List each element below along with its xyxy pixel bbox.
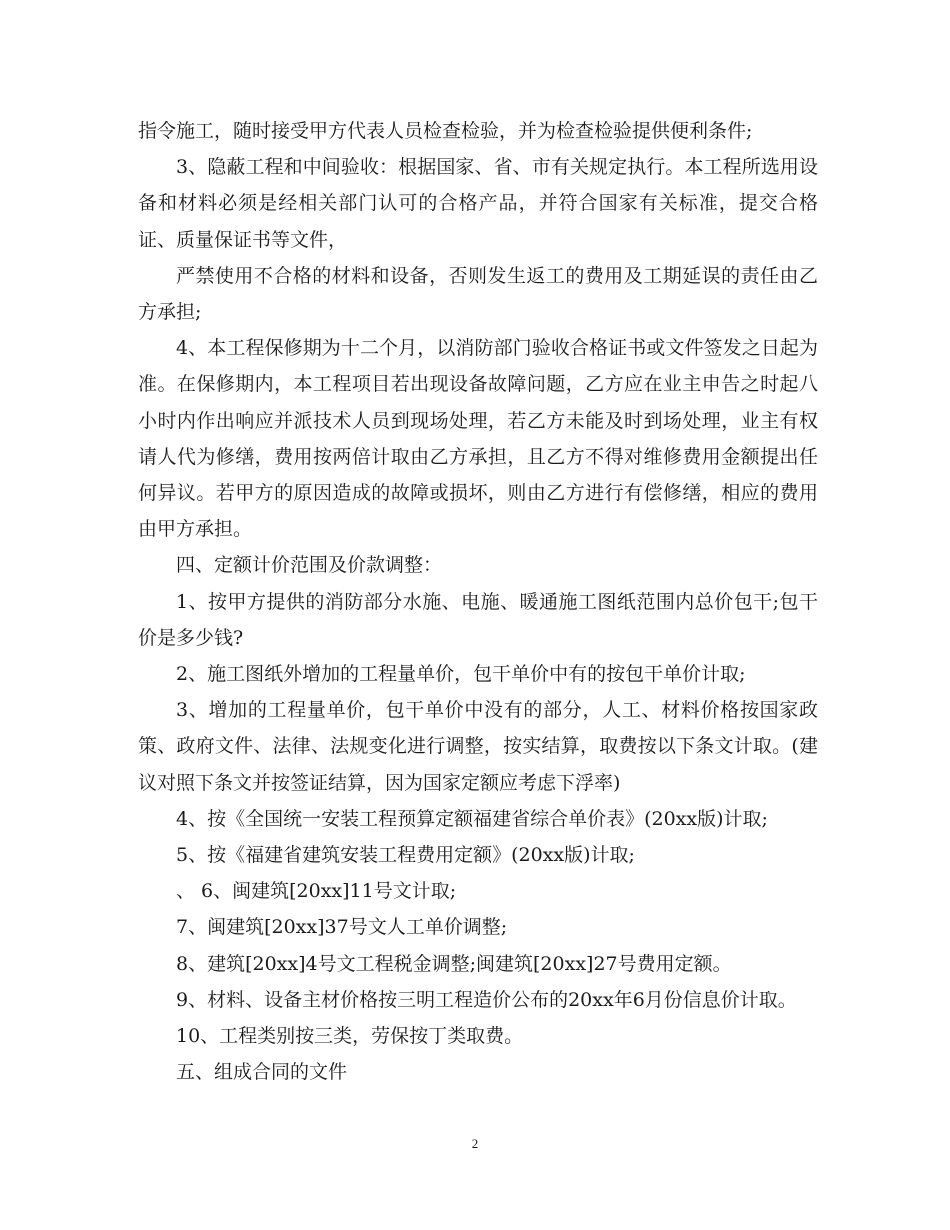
paragraph: 5、按《福建省建筑安装工程费用定额》(20xx版)计取; [176,844,635,867]
paragraph: 2、施工图纸外增加的工程量单价，包干单价中有的按包干单价计取; [176,663,746,686]
paragraph: 8、建筑[20xx]4号文工程税金调整;闽建筑[20xx]27号费用定额。 [176,952,732,975]
paragraph: 9、材料、设备主材价格按三明工程造价公布的20xx年6月份信息价计取。 [176,988,797,1011]
paragraph: 、 6、闽建筑[20xx]11号文计取; [176,880,457,903]
paragraph: 严禁使用不合格的材料和设备，否则发生返工的费用及工期延误的责任由乙方承担; [138,264,818,324]
paragraph: 指令施工，随时接受甲方代表人员检查检验，并为检查检验提供便利条件; [138,120,753,142]
paragraph: 4、按《全国统一安装工程预算定额福建省综合单价表》(20xx版)计取; [176,807,768,830]
page-number: 2 [471,1136,479,1151]
section-heading: 五、组成合同的文件 [176,1061,348,1084]
paragraph: 1、按甲方提供的消防部分水施、电施、暖通施工图纸范围内总价包干;包干价是多少钱? [138,590,818,649]
section-heading: 四、定额计价范围及价款调整： [176,554,443,577]
paragraph: 3、增加的工程量单价，包干单价中没有的部分，人工、材料价格按国家政策、政府文件、法律、法规变化进行调整，按实结算，取费按以下条文计取。(建议对照下条文并按签证结算，因为国家定额应考虑下浮率) [138,699,818,794]
document-body [138,113,818,1090]
paragraph: 3、隐蔽工程和中间验收：根据国家、省、市有关规定执行。本工程所选用设备和材料必须是经相关部门认可的合格产品，并符合国家有关标准，提交合格证、质量保证书等文件， [138,156,818,251]
paragraph: 4、本工程保修期为十二个月，以消防部门验收合格证书或文件签发之日起为准。在保修期内，本工程项目若出现设备故障问题，乙方应在业主申告之时起八小时内作出响应并派技术人员到现场处理，若乙方未能及时到场处理，业主有权请人代为修缮，费用按两倍计取由乙方承担，且乙方不得对维修费用金额提出任何异议。若甲方的原因造成的故障或损坏，则由乙方进行有偿修缮，相应的费用由甲方承担。 [138,337,818,541]
paragraph: 7、闽建筑[20xx]37号文人工单价调整; [176,916,508,939]
paragraph: 10、工程类别按三类，劳保按丁类取费。 [176,1025,524,1048]
